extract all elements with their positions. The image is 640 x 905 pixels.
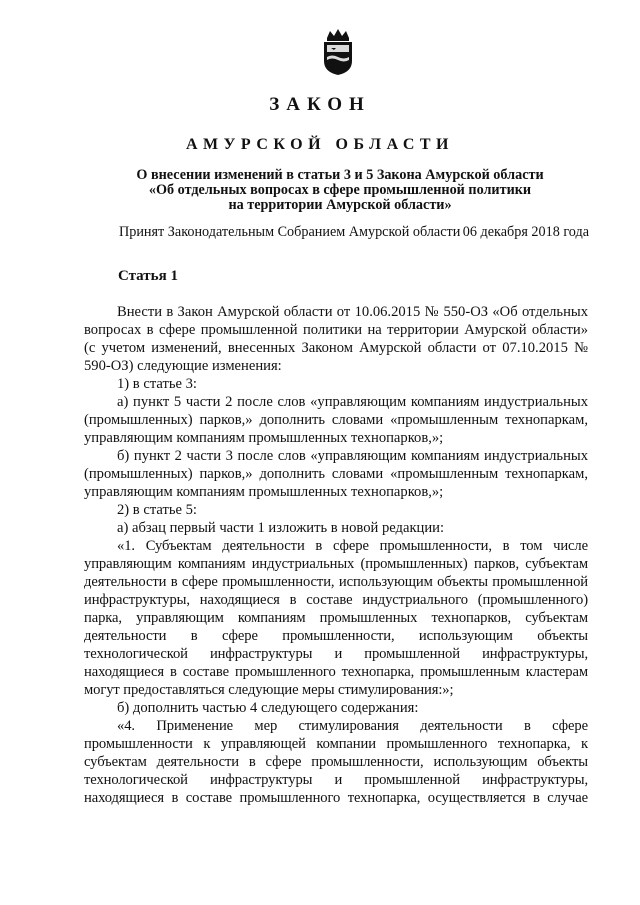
paragraph: б) пункт 2 части 3 после слов «управляющим компаниям индустриальных (промышленных) парков,» дополнить словами «промышленным технопаркам, управляющим компаниям промышленных технопарков,»; [84, 448, 588, 500]
paragraph: а) пункт 5 части 2 после слов «управляющим компаниям индустриальных (промышленных) парков,» дополнить словами «промышленным технопаркам, управляющим компаниям промышленных технопарков,»; [84, 394, 588, 446]
paragraph: а) абзац первый части 1 изложить в новой редакции: [117, 520, 445, 536]
article-title: Статья 1 [118, 268, 178, 284]
paragraph: 2) в статье 5: [117, 502, 197, 518]
paragraph: б) дополнить частью 4 следующего содержания: [117, 700, 419, 716]
amur-oblast-coat-of-arms-icon [318, 28, 358, 76]
region-title: АМУРСКОЙ ОБЛАСТИ [186, 136, 454, 153]
law-subject [60, 168, 620, 213]
subject-line: на территории Амурской области» [228, 197, 452, 213]
subject-line: О внесении изменений в статьи 3 и 5 Закона Амурской области [136, 167, 544, 183]
paragraph: 1) в статье 3: [117, 376, 197, 392]
paragraph: Внести в Закон Амурской области от 10.06.2015 № 550-ОЗ «Об отдельных вопросах в сфере промышленной политики на территории Амурской области» (с учетом изменений, внесенных Законом Амурской области от 07.10.2015 № 590-ОЗ) следующие изменения: [84, 304, 588, 374]
adoption-line [119, 224, 589, 240]
paragraph: «4. Применение мер стимулирования деятельности в сфере промышленности к управляющей компании промышленного технопарка, к субъектам деятельности в сфере промышленности, использующим объекты технологической инфраструктуры и промышленной инфраструктуры, находящиеся в составе промышленного технопарка, осуществляется в случае [84, 718, 588, 806]
paragraph: «1. Субъектам деятельности в сфере промышленности, в том числе управляющим компаниям индустриальных (промышленных) парков, субъектам деятельности в сфере промышленности, использующим объекты промышленной инфраструктуры, находящиеся в составе индустриального (промышленного) парка, управляющим компаниям промышленных технопарков, субъектам деятельности в сфере промышленности, использующим объекты технологической инфраструктуры и промышленной инфраструктуры, находящиеся в составе промышленного технопарка, промышленным кластерам могут предоставляться следующие меры стимулирования:»; [84, 538, 588, 698]
adopted-by: Принят Законодательным Собранием Амурской области [119, 224, 461, 240]
subject-line: «Об отдельных вопросах в сфере промышленной политики [148, 182, 532, 198]
adoption-date: 06 декабря 2018 года [462, 224, 589, 240]
law-title: ЗАКОН [269, 94, 371, 115]
article-body [84, 303, 588, 807]
